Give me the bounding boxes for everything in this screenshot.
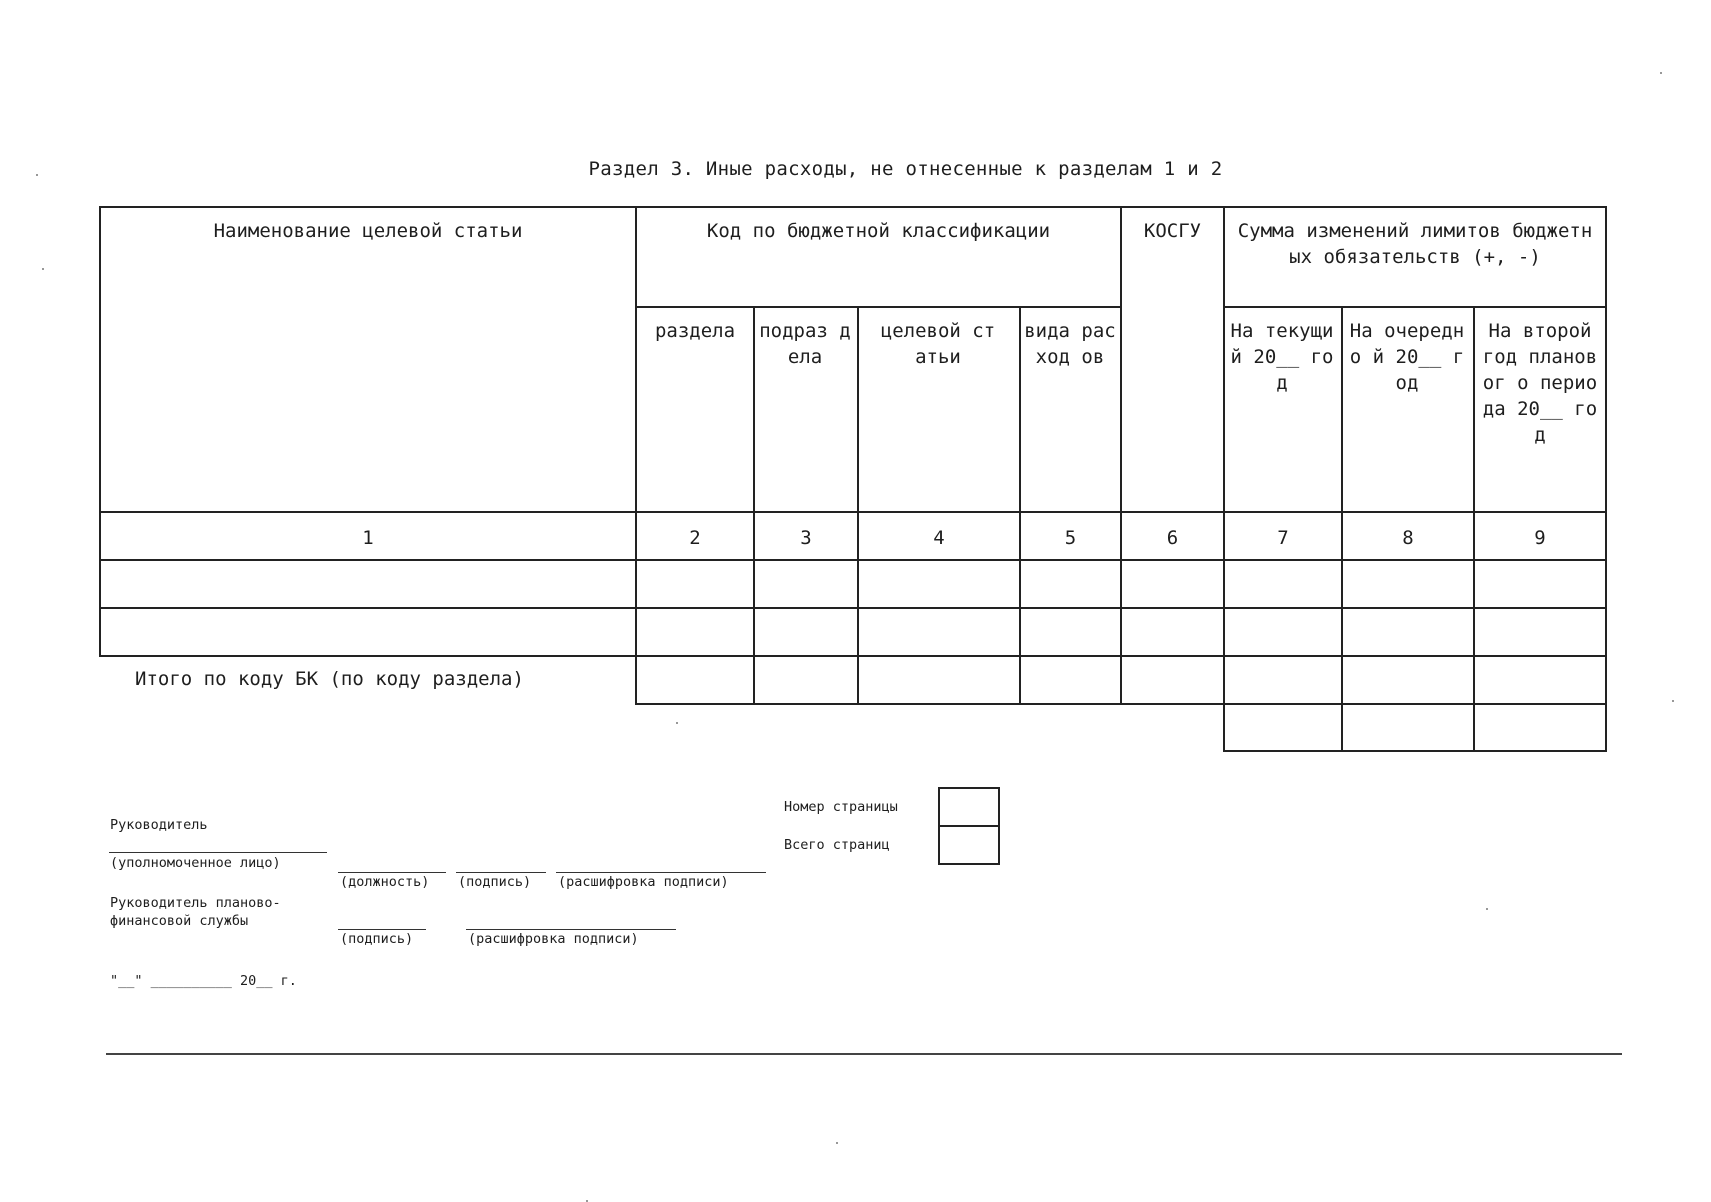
header-name: Наименование целевой статьи — [213, 220, 523, 242]
total-pages-label: Всего страниц — [784, 837, 890, 853]
bottom-rule — [106, 1053, 1622, 1055]
table-line — [99, 655, 1607, 657]
table-line — [1223, 306, 1607, 308]
header-second-year: На второй год плановог о периода 20__ год — [1482, 320, 1598, 446]
total-label: Итого по коду БК (по коду раздела) — [135, 668, 524, 690]
column-number: 3 — [800, 527, 812, 549]
table-line — [99, 559, 1607, 561]
page-number-box[interactable] — [938, 787, 1000, 827]
header-bk-code: Код по бюджетной классификации — [706, 220, 1051, 242]
header-podrazdela: подраз дела — [759, 320, 851, 368]
scan-speck — [836, 1142, 838, 1144]
scan-speck — [36, 174, 38, 176]
signature-caption-2: (подпись) — [340, 931, 414, 947]
scan-speck — [1660, 72, 1662, 74]
header-next-year: На очередно й 20__ год — [1349, 320, 1465, 394]
column-number: 6 — [1166, 527, 1179, 549]
column-number: 7 — [1277, 527, 1289, 549]
position-caption: (должность) — [340, 874, 430, 890]
date-line: "__" __________ 20__ г. — [110, 973, 297, 989]
scan-speck — [42, 268, 44, 270]
page-number-label: Номер страницы — [784, 799, 898, 815]
column-number: 1 — [362, 527, 374, 549]
decoding-caption: (расшифровка подписи) — [558, 874, 729, 890]
header-vida: вида расход ов — [1024, 320, 1116, 368]
table-line — [99, 607, 1607, 609]
column-number: 9 — [1534, 527, 1546, 549]
table-line — [635, 306, 1120, 308]
table-line — [1019, 306, 1021, 705]
table-line — [99, 206, 1607, 208]
column-number: 5 — [1064, 527, 1077, 549]
table-line — [1223, 206, 1225, 752]
column-number: 2 — [689, 527, 701, 549]
column-number: 8 — [1402, 527, 1414, 549]
header-celevoy: целевой статьи — [880, 320, 996, 368]
section-title: Раздел 3. Иные расходы, не отнесенные к разделам 1 и 2 — [588, 158, 1223, 180]
authorized-person-caption: (уполномоченное лицо) — [110, 855, 281, 871]
table-line — [1223, 750, 1607, 752]
table-line — [99, 206, 101, 657]
header-razdela: раздела — [654, 320, 736, 342]
scan-speck — [1486, 908, 1488, 910]
signature-line — [109, 852, 327, 853]
scan-speck — [1672, 700, 1674, 702]
finance-head-label: Руководитель планово-финансовой службы — [110, 895, 281, 929]
signature-caption: (подпись) — [458, 874, 532, 890]
header-sum: Сумма изменений лимитов бюджетных обязательств (+, -) — [1237, 220, 1593, 268]
header-current-year: На текущий 20__ год — [1230, 320, 1334, 394]
scan-speck — [676, 722, 678, 724]
table-line — [857, 306, 859, 705]
column-number: 4 — [933, 527, 945, 549]
head-label: Руководитель — [110, 817, 208, 833]
total-pages-box[interactable] — [938, 825, 1000, 865]
table-line — [635, 206, 637, 705]
table-line — [1605, 206, 1607, 752]
decoding-caption-2: (расшифровка подписи) — [468, 931, 639, 947]
table-line — [1120, 206, 1122, 705]
header-kosgu: КОСГУ — [1143, 220, 1202, 242]
table-line — [753, 306, 755, 705]
